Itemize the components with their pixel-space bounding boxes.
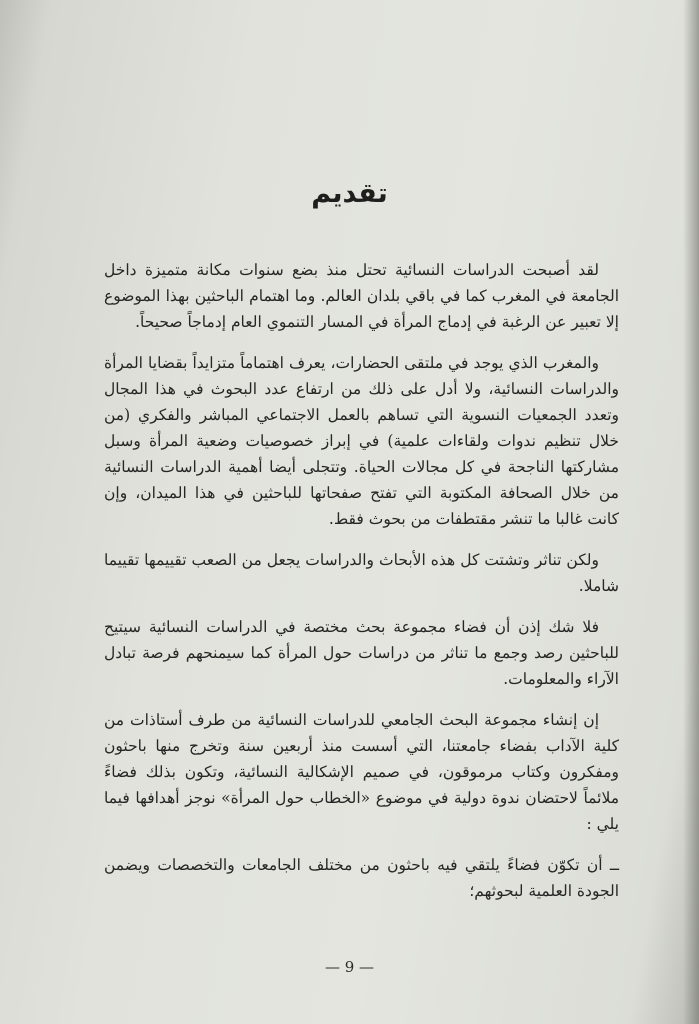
paragraph-5: إن إنشاء مجموعة البحث الجامعي للدراسات النسائية من طرف أستاذات من كلية الآداب بفضاء جامعتنا، التي أسست منذ أربعين سنة وتخرج منها باحثون ومفكرون وكتاب مرموقون، في صميم الإشكالية النسائية، وتكون بذلك فضاءً ملائماً لاحتضان ندوة دولية في موضوع «الخطاب حول المرأة» نوجز أهدافها فيما يلي : <box>104 711 619 833</box>
paragraph-1: لقد أصبحت الدراسات النسائية تحتل منذ بضع سنوات مكانة متميزة داخل الجامعة في المغرب كما في باقي بلدان العالم. وما اهتمام الباحثين بهذا الموضوع إلا تعبير عن الرغبة في إدماج المرأة في المسار التنموي العام إدماجاً صحيحاً. <box>104 261 619 331</box>
bullet-item: ــ أن تكوّن فضاءً يلتقي فيه باحثون من مختلف الجامعات والتخصصات ويضمن الجودة العلمية لبحوثهم؛ <box>104 856 619 900</box>
page-title: تقديم <box>311 178 388 209</box>
body-text <box>104 257 619 919</box>
paragraph-3: ولكن تناثر وتشتت كل هذه الأبحاث والدراسات يجعل من الصعب تقييمها تقييما شاملا. <box>104 551 619 595</box>
paragraph-2: والمغرب الذي يوجد في ملتقى الحضارات، يعرف اهتماماً متزايداً بقضايا المرأة والدراسات النسائية، ولا أدل على ذلك من ارتفاع عدد البحوث في هذا المجال وتعدد الجمعيات النسوية التي تساهم بالعمل الاجتماعي المباشر والفكري (من خلال تنظيم ندوات ولقاءات علمية) في إبراز خصوصيات وضعية المرأة وسبل مشاركتها الناجحة في كل مجالات الحياة. وتتجلى أيضا أهمية الدراسات النسائية من خلال الصحافة المكتوبة التي تفتح صفحاتها للباحثين في هذا الميدان، وإن كانت غالبا ما تنشر مقتطفات من بحوث فقط. <box>104 354 619 528</box>
paragraph-4: فلا شك إذن أن فضاء مجموعة بحث مختصة في الدراسات النسائية سيتيح للباحثين رصد وجمع ما تناثر من دراسات حول المرأة كما سيمنحهم فرصة تبادل الآراء والمعلومات. <box>104 618 619 688</box>
page-number: — 9 — <box>324 958 375 976</box>
page-edge-shadow <box>683 0 699 1024</box>
